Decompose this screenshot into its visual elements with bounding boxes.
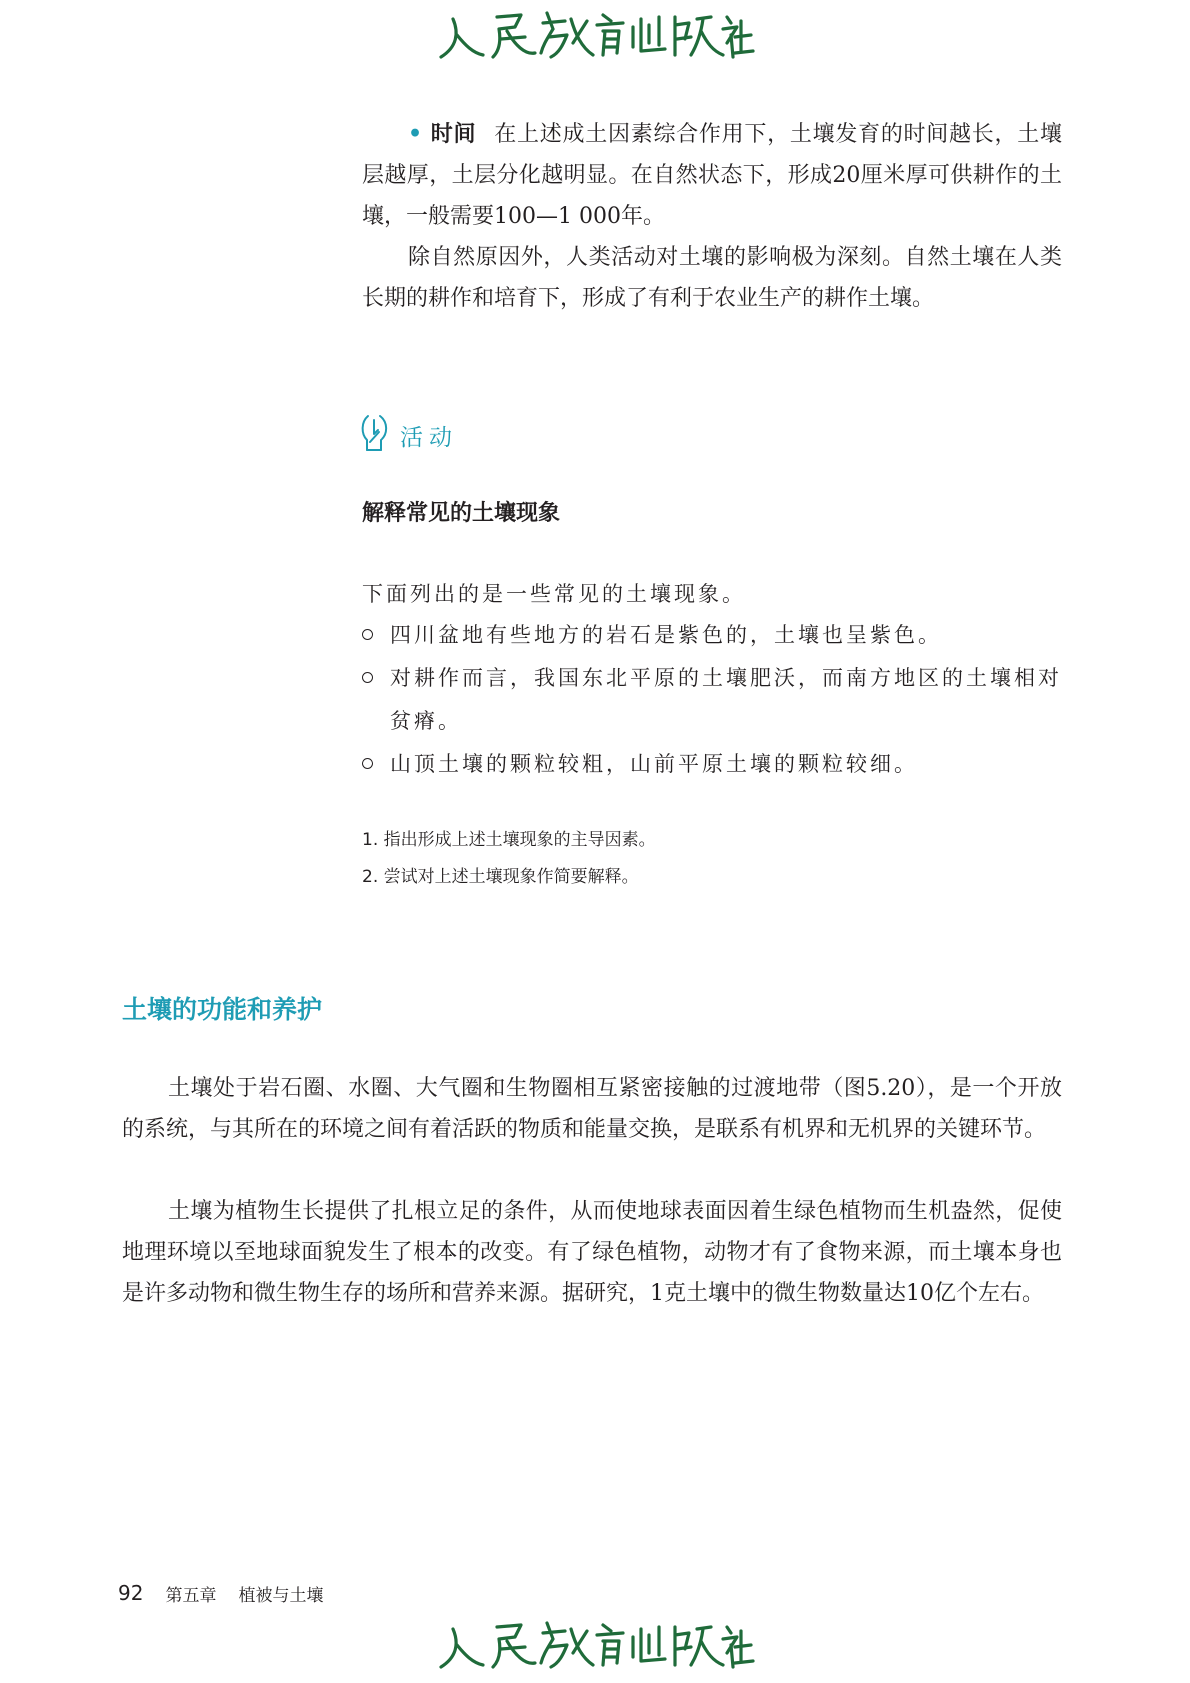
circle-bullet-icon bbox=[362, 672, 373, 683]
section-heading: 土壤的功能和养护 bbox=[122, 995, 323, 1024]
activity-intro: 下面列出的是一些常见的土壤现象。 bbox=[362, 582, 746, 606]
soil-function-paragraph-1: 土壤处于岩石圈、水圈、大气圈和生物圈相互紧密接触的过渡地带（图5.20），是一个开放的系统，与其所在的环境之间有着活跃的物质和能量交换，是联系有机界和无机界的关键环节。 bbox=[122, 1076, 1062, 1142]
activity-icon bbox=[358, 412, 392, 458]
human-activity-paragraph: 除自然原因外，人类活动对土壤的影响极为深刻。自然土壤在人类长期的耕作和培育下，形成了有利于农业生产的耕作土壤。 bbox=[362, 245, 1062, 311]
time-factor-text: 在上述成土因素综合作用下，土壤发育的时间越长，土壤层越厚，土层分化越明显。在自然状态下，形成20厘米厚可供耕作的土壤，一般需要100—1 000年。 bbox=[362, 122, 1062, 229]
activity-header bbox=[358, 412, 458, 458]
chapter-label: 第五章 bbox=[165, 1585, 217, 1606]
activity-title: 活动 bbox=[400, 424, 458, 451]
publisher-logo-bottom bbox=[0, 1610, 1190, 1680]
page-number: 92 bbox=[118, 1581, 144, 1605]
soil-function-paragraph-2: 土壤为植物生长提供了扎根立足的条件，从而使地球表面因着生绿色植物而生机盎然，促使地理环境以至地球面貌发生了根本的改变。有了绿色植物，动物才有了食物来源，而土壤本身也是许多动物和微生物生存的场所和营养来源。据研究，1克土壤中的微生物数量达10亿个左右。 bbox=[122, 1199, 1062, 1306]
chapter-title: 植被与土壤 bbox=[238, 1585, 324, 1606]
task-item: 2. 尝试对上述土壤现象作简要解释。 bbox=[362, 867, 639, 887]
keyword-time: 时间 bbox=[430, 121, 477, 147]
publisher-logo-top bbox=[0, 0, 1190, 70]
circle-bullet-icon bbox=[362, 758, 373, 769]
bullet-dot: • bbox=[408, 121, 423, 147]
circle-bullet-icon bbox=[362, 629, 373, 640]
task-list bbox=[362, 822, 656, 896]
list-item bbox=[362, 614, 1062, 657]
phenomena-list bbox=[362, 614, 1062, 786]
activity-subtitle: 解释常见的土壤现象 bbox=[362, 500, 561, 526]
list-item bbox=[362, 657, 1062, 743]
publisher-calligraphy-logo bbox=[435, 1613, 755, 1677]
page-footer bbox=[118, 1578, 323, 1608]
phenomenon-text: 对耕作而言，我国东北平原的土壤肥沃，而南方地区的土壤相对贫瘠。 bbox=[390, 666, 1062, 733]
time-factor-paragraph bbox=[362, 114, 1062, 237]
phenomenon-text: 四川盆地有些地方的岩石是紫色的，土壤也呈紫色。 bbox=[390, 623, 942, 647]
publisher-calligraphy-logo bbox=[435, 3, 755, 67]
phenomenon-text: 山顶土壤的颗粒较粗，山前平原土壤的颗粒较细。 bbox=[390, 752, 918, 776]
task-item: 1. 指出形成上述土壤现象的主导因素。 bbox=[362, 830, 656, 850]
list-item bbox=[362, 743, 1062, 786]
